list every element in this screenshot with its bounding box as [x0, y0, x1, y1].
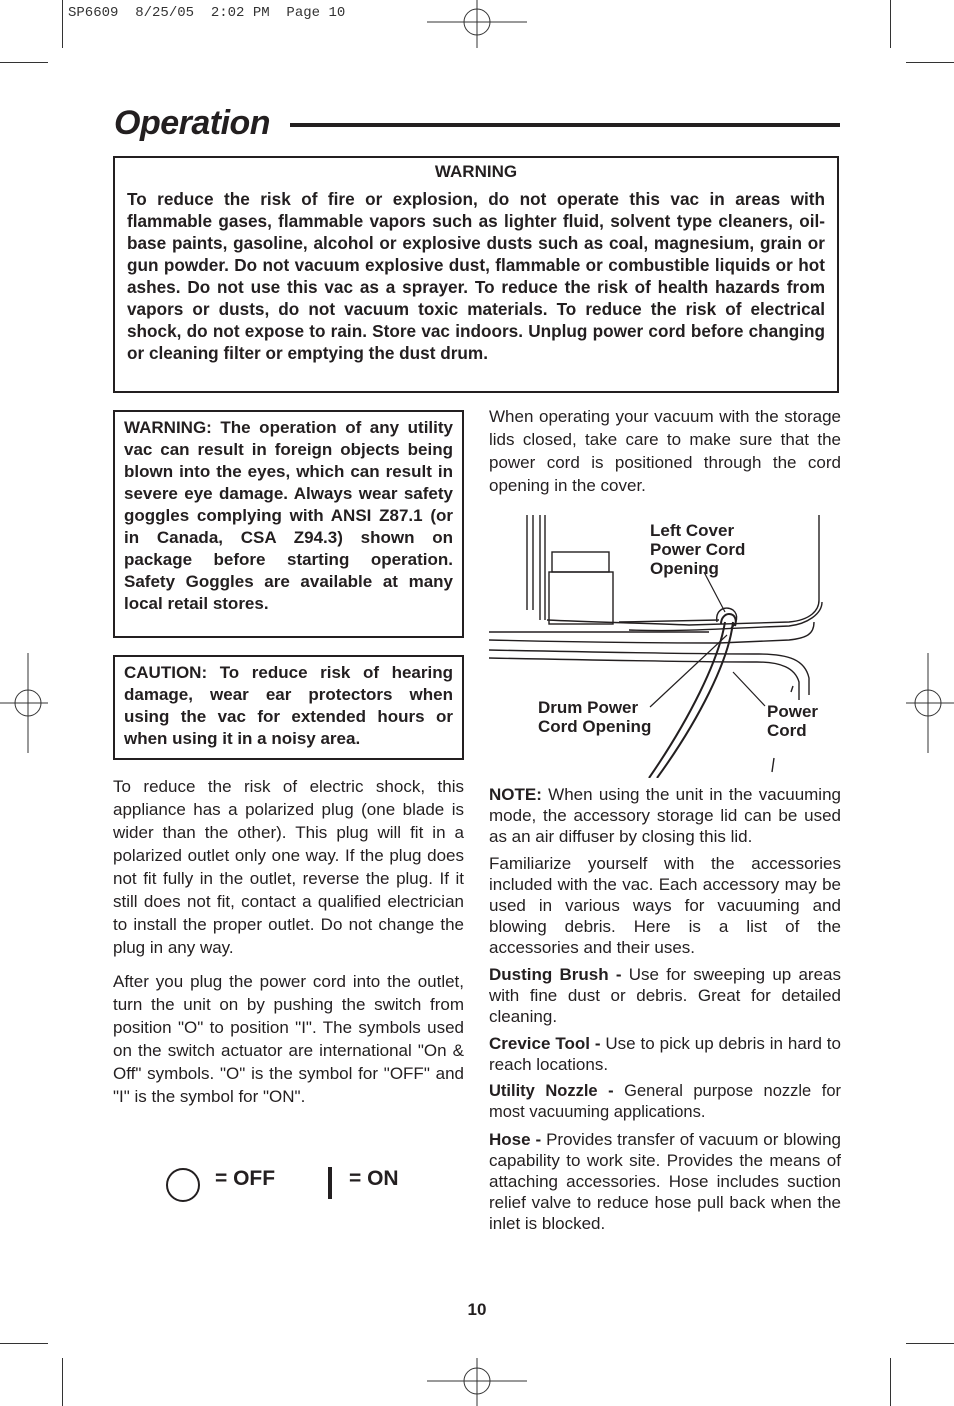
- accessory-name: Dusting Brush -: [489, 965, 629, 984]
- warning-heading: WARNING: [434, 162, 518, 181]
- label-left-cover-1: Left Cover: [650, 521, 735, 540]
- accessory-text: Use to pick up debris in hard to reach locations.: [489, 1034, 841, 1074]
- accessory-text: Use for sweeping up areas with fine dust or debris. Great for detailed cleaning.: [489, 965, 842, 1026]
- switch-symbols: [165, 1163, 425, 1203]
- registration-mark-left: [0, 653, 48, 753]
- crop-mark-bottom-right-h: [906, 1343, 954, 1344]
- left-column-text: [113, 775, 464, 1119]
- crop-mark-top-right-v: [890, 0, 891, 48]
- label-left-cover-2: Power Cord: [650, 540, 746, 559]
- accessory-item: [489, 964, 841, 1027]
- accessory-text: Provides transfer of vacuum or blowing capability to work site. Provides the means of attaching accessories. Hose includes suction relief valve to reduce hose pull back when the inlet is blocked.: [489, 1130, 841, 1233]
- crop-mark-top-left-h: [0, 62, 48, 63]
- accessory-item: [489, 1081, 841, 1123]
- crop-mark-bottom-left-h: [0, 1343, 48, 1344]
- eye-warning-text: WARNING: The operation of any utility vac can result in foreign objects being blown into the eyes, which can result in severe eye damage. Always wear safety goggles complying with ANSI Z87.1 (or in Canada, CSA Z94.3) shown on package before starting operation. Safety Goggles are available at many local retail stores.: [124, 418, 453, 613]
- fire-warning-box: [113, 156, 839, 393]
- page-number: 10: [467, 1300, 487, 1319]
- warning-text: To reduce the risk of fire or explosion, do not operate this vac in areas with flammable gases, flammable vapors such as lighter fluid, solvent type cleaners, oil-base paints, gasoline, alcohol or explosive dusts such as coal, magnesium, grain or gun powder. Do not vacuum explosive dust, flammable or combustible liquids or hot ashes. Do not use this vac as a sprayer. To reduce the risk of health hazards from vapors or dusts, do not vacuum toxic materials. To reduce the risk of electrical shock, do not expose to rain. Store vac indoors. Unplug power cord before changing or cleaning filter or emptying the dust drum.: [127, 189, 825, 363]
- accessory-item: [489, 1129, 841, 1234]
- crop-mark-top-left-v: [62, 0, 63, 48]
- label-drum-1: Drum Power: [538, 698, 639, 717]
- crop-mark-bottom-right-v: [890, 1358, 891, 1406]
- note-text: When using the unit in the vacuuming mode, the accessory storage lid can be used as an air diffuser by closing this lid.: [489, 785, 841, 846]
- crop-mark-top-right-h: [906, 62, 954, 63]
- title-rule: [290, 123, 840, 127]
- accessory-text: General purpose nozzle for most vacuuming applications.: [489, 1082, 841, 1121]
- page-title: Operation: [114, 104, 271, 142]
- on-bar-icon: [328, 1167, 332, 1199]
- label-drum-2: Cord Opening: [538, 717, 652, 736]
- label-power-2: Cord: [767, 721, 807, 740]
- off-label: = OFF: [215, 1167, 276, 1190]
- switch-paragraph: After you plug the power cord into the outlet, turn the unit on by pushing the switch from position "O" to position "I". The symbols used on the switch actuator are international "On & Off" symbols. "O" is the symbol for "OFF" and "I" is the symbol for "ON".: [113, 972, 464, 1106]
- accessory-item: [489, 1033, 841, 1075]
- accessory-name: Crevice Tool -: [489, 1034, 606, 1053]
- power-cord-diagram: [489, 510, 841, 778]
- print-header: SP6609 8/25/05 2:02 PM Page 10: [68, 5, 346, 21]
- hearing-caution-box: [113, 655, 464, 760]
- eye-warning-box: [113, 410, 464, 638]
- note-paragraph: [489, 784, 841, 847]
- cord-intro-paragraph: When operating your vacuum with the storage lids closed, take care to make sure that the power cord is positioned through the cord opening in the cover.: [489, 407, 841, 495]
- polarized-plug-paragraph: To reduce the risk of electric shock, this appliance has a polarized plug (one blade is wider than the other). This plug will fit in a polarized outlet only one way. If the plug does not fit fully in the outlet, reverse the plug. If it still does not fit, contact a qualified electrician to install the proper outlet. Do not change the plug in any way.: [113, 777, 464, 957]
- right-intro-block: [489, 405, 841, 503]
- registration-mark-right: [906, 653, 954, 753]
- right-lower-block: [489, 784, 841, 1240]
- accessory-name: Hose -: [489, 1130, 547, 1149]
- registration-mark-bottom: [427, 1358, 527, 1406]
- on-label: = ON: [349, 1167, 399, 1190]
- familiarize-paragraph: Familiarize yourself with the accessories included with the vac. Each accessory may be used in various ways for vacuuming and blowing debris. Here is a list of the accessories and their uses.: [489, 854, 841, 957]
- note-label: NOTE:: [489, 785, 542, 804]
- off-circle-icon: [165, 1167, 201, 1203]
- accessory-name: Utility Nozzle -: [489, 1082, 625, 1100]
- registration-mark-top: [427, 0, 527, 48]
- label-power-1: Power: [767, 702, 819, 721]
- label-left-cover-3: Opening: [650, 559, 719, 578]
- hearing-caution-text: CAUTION: To reduce risk of hearing damage, wear ear protectors when using the vac for extended hours or when using it in a noisy area.: [124, 663, 453, 748]
- crop-mark-bottom-left-v: [62, 1358, 63, 1406]
- leader-lines: [650, 572, 765, 707]
